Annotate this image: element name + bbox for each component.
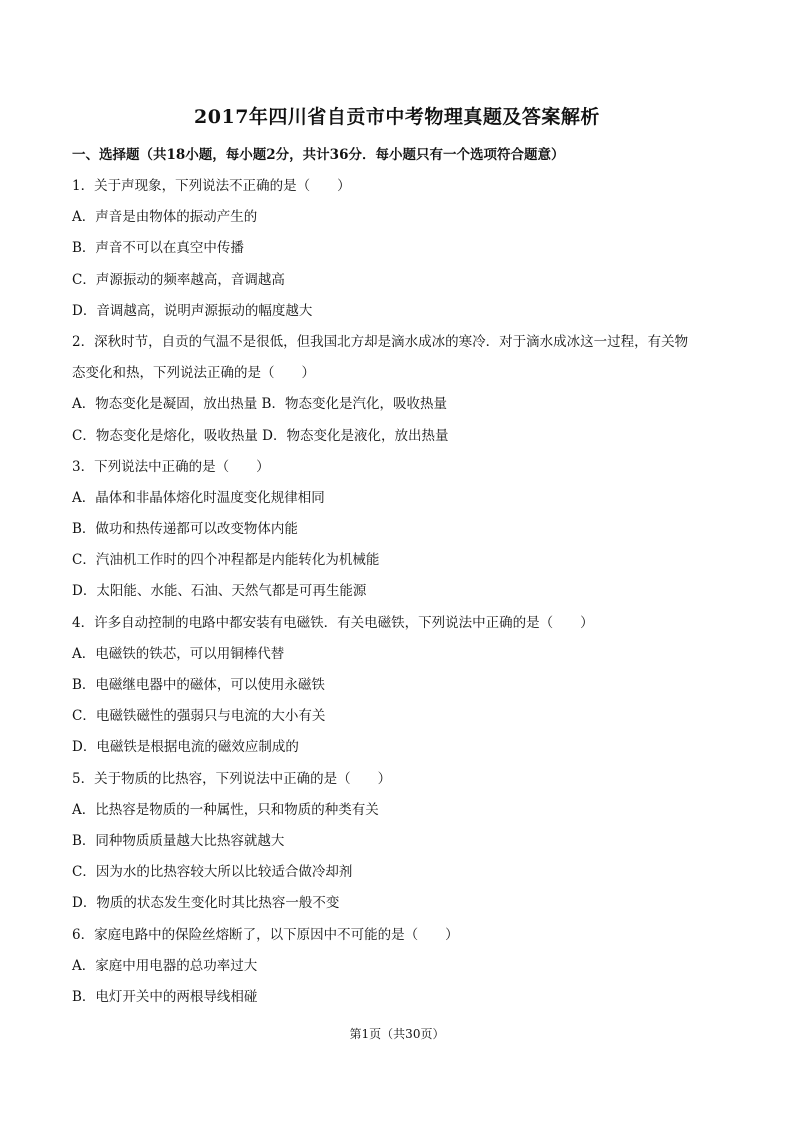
question-3-option-a: A．晶体和非晶体熔化时温度变化规律相同 [72, 489, 325, 506]
question-list [72, 176, 732, 1018]
question-1-option-a: A．声音是由物体的振动产生的 [72, 209, 258, 226]
section-heading: 一、选择题（共18小题，每小题2分，共计36分．每小题只有一个选项符合题意） [72, 147, 565, 163]
question-1-option-c: C．声源振动的频率越高，音调越高 [72, 271, 285, 288]
question-3-option-b: B．做功和热传递都可以改变物体内能 [72, 521, 298, 538]
question-3-stem: 3．下列说法中正确的是（ ） [72, 458, 270, 475]
question-5-stem: 5．关于物质的比热容，下列说法中正确的是（ ） [72, 770, 392, 787]
question-1-option-d: D．音调越高，说明声源振动的幅度越大 [72, 302, 313, 319]
question-4-option-b: B．电磁继电器中的磁体，可以使用永磁铁 [72, 677, 325, 693]
document-title: 2017年四川省自贡市中考物理真题及答案解析 [194, 106, 600, 128]
question-1-stem: 1．关于声现象，下列说法不正确的是（ ） [72, 178, 351, 194]
question-4-option-c: C．电磁铁磁性的强弱只与电流的大小有关 [72, 708, 326, 725]
question-2-stem: 2．深秋时节，自贡的气温不是很低，但我国北方却是滴水成冰的寒冷．对于滴水成冰这一过程，有关物 [72, 333, 689, 350]
question-4-stem: 4．许多自动控制的电路中都安装有电磁铁．有关电磁铁，下列说法中正确的是（ ） [72, 614, 594, 631]
question-4-option-a: A．电磁铁的铁芯，可以用铜棒代替 [72, 645, 285, 662]
question-6-stem: 6．家庭电路中的保险丝熔断了，以下原因中不可能的是（ ） [72, 926, 459, 943]
question-2-stem-continued: 态变化和热，下列说法正确的是（ ） [72, 365, 315, 382]
question-1-option-b: B．声音不可以在真空中传播 [72, 240, 244, 257]
question-5-option-d: D．物质的状态发生变化时其比热容一般不变 [72, 895, 340, 912]
question-3-option-d: D．太阳能、水能、石油、天然气都是可再生能源 [72, 583, 367, 600]
question-6-option-b: B．电灯开关中的两根导线相碰 [72, 988, 258, 1005]
question-5-option-b: B．同种物质质量越大比热容就越大 [72, 832, 285, 849]
question-2-options-ab: A．物态变化是凝固，放出热量 B．物态变化是汽化，吸收热量 [72, 396, 447, 413]
question-6-option-a: A．家庭中用电器的总功率过大 [72, 957, 258, 974]
question-3-option-c: C．汽油机工作时的四个冲程都是内能转化为机械能 [72, 552, 380, 569]
page-footer: 第1页（共30页） [349, 1027, 445, 1041]
question-5-option-a: A．比热容是物质的一种属性，只和物质的种类有关 [72, 801, 379, 818]
question-2-options-cd: C．物态变化是熔化，吸收热量 D．物态变化是液化，放出热量 [72, 427, 449, 444]
question-4-option-d: D．电磁铁是根据电流的磁效应制成的 [72, 739, 299, 756]
question-5-option-c: C．因为水的比热容较大所以比较适合做冷却剂 [72, 864, 353, 881]
